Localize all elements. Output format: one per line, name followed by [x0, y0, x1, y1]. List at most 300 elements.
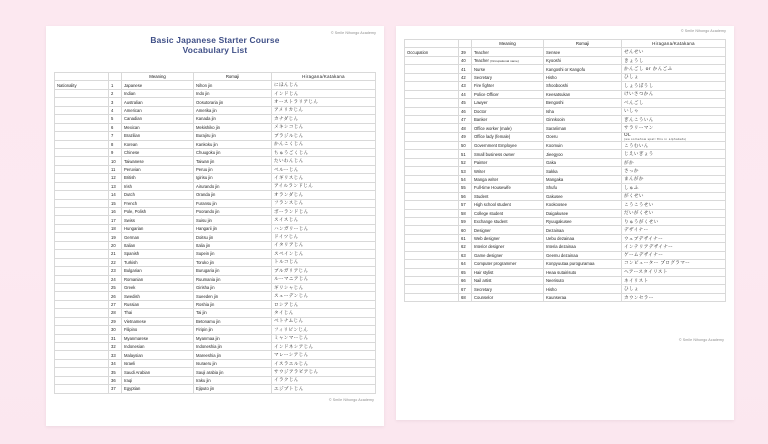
table-header-row: [405, 40, 726, 48]
kana-cell: こうむいん: [622, 142, 726, 150]
romaji-cell: Indo jin: [194, 89, 272, 97]
row-number: 39: [459, 48, 472, 56]
category-cell-empty: [55, 250, 109, 258]
table-row: [405, 107, 726, 115]
meaning-cell: Irish: [122, 182, 194, 190]
category-cell-empty: [55, 309, 109, 317]
romaji-cell: Kankoku jin: [194, 140, 272, 148]
table-row: [405, 192, 726, 200]
meaning-cell: College student: [472, 209, 544, 217]
table-row: [55, 326, 376, 334]
romaji-cell: Konpyuutaa puroguramaa: [544, 260, 622, 268]
romaji-cell: Poorando jin: [194, 208, 272, 216]
kana-cell: ぎんこういん: [622, 115, 726, 123]
romaji-cell: Keesatsukan: [544, 90, 622, 98]
table-row: [405, 150, 726, 158]
meaning-cell: Counselor: [472, 293, 544, 301]
romaji-cell: Firipin jin: [194, 326, 272, 334]
romaji-cell: Bengoshi: [544, 99, 622, 107]
row-number: 51: [459, 150, 472, 158]
kana-cell: スェーデンじん: [272, 292, 376, 300]
row-number: 30: [109, 326, 122, 334]
kana-cell: マレーシアじん: [272, 351, 376, 359]
table-row: [55, 157, 376, 165]
romaji-cell: Shufu: [544, 184, 622, 192]
category-cell-empty: [405, 167, 459, 175]
row-number: 24: [109, 275, 122, 283]
table-row: [405, 260, 726, 268]
romaji-cell: Sarariiman: [544, 124, 622, 132]
row-number: 43: [459, 82, 472, 90]
meaning-cell: Game designer: [472, 251, 544, 259]
meaning-cell: Taiwanese: [122, 157, 194, 165]
kana-cell: まんがか: [622, 175, 726, 183]
romaji-cell: Ginnkooin: [544, 115, 622, 123]
meaning-cell: Canadian: [122, 115, 194, 123]
table-row: [55, 216, 376, 224]
row-number: 57: [459, 201, 472, 209]
table-row: [55, 267, 376, 275]
table-row: [405, 234, 726, 242]
table-header-right: [405, 40, 726, 48]
kana-cell: ハンガリーじん: [272, 224, 376, 232]
kana-cell: インドじん: [272, 89, 376, 97]
row-number: 35: [109, 368, 122, 376]
table-row: [55, 351, 376, 359]
category-cell-empty: [405, 201, 459, 209]
meaning-cell: Office lady (female): [472, 132, 544, 141]
kana-cell: ちゅうごくじん: [272, 148, 376, 156]
table-row: [405, 285, 726, 293]
romaji-cell: Shoobooshi: [544, 82, 622, 90]
table-row: [55, 385, 376, 393]
row-number: 15: [109, 199, 122, 207]
table-row: [55, 115, 376, 123]
table-row: [405, 201, 726, 209]
meaning-cell: Small business owner: [472, 150, 544, 158]
category-cell-empty: [55, 132, 109, 140]
nationality-table-wrapper: [54, 72, 376, 394]
romaji-cell: Kookoosee: [544, 201, 622, 209]
row-number: 36: [109, 376, 122, 384]
row-number: 25: [109, 283, 122, 291]
meaning-cell: Banker: [472, 115, 544, 123]
col-header-romaji: Romaji: [544, 40, 622, 48]
kana-cell: にほんじん: [272, 81, 376, 89]
romaji-cell: Girisha jin: [194, 283, 272, 291]
category-cell-empty: [55, 208, 109, 216]
category-cell-empty: [55, 283, 109, 291]
kana-note: (we somehow spell this in alphabets): [624, 136, 687, 141]
category-cell-empty: [405, 184, 459, 192]
table-row: [405, 277, 726, 285]
meaning-cell: Police Officer: [472, 90, 544, 98]
meaning-cell: American: [122, 106, 194, 114]
romaji-cell: Italia jin: [194, 241, 272, 249]
category-cell-empty: [55, 115, 109, 123]
category-cell-empty: [405, 226, 459, 234]
meaning-cell: Bulgarian: [122, 267, 194, 275]
category-cell-empty: [55, 317, 109, 325]
table-row: [55, 165, 376, 173]
col-header-number: [459, 40, 472, 48]
category-cell-empty: [55, 165, 109, 173]
category-cell-empty: [405, 73, 459, 81]
romaji-cell: Toruko jin: [194, 258, 272, 266]
category-cell-empty: [55, 191, 109, 199]
kana-cell: ルーマニアじん: [272, 275, 376, 283]
meaning-cell: Vietnamese: [122, 317, 194, 325]
category-cell-empty: [55, 376, 109, 384]
row-number: 37: [109, 385, 122, 393]
table-row: [55, 174, 376, 182]
kana-cell: いしゃ: [622, 107, 726, 115]
kana-cell: サラリーマン: [622, 124, 726, 132]
kana-cell: ミャンマーじん: [272, 334, 376, 342]
row-number: 20: [109, 241, 122, 249]
kana-cell: OL (we somehow spell this in alphabets): [622, 132, 726, 141]
kana-cell: トルコじん: [272, 258, 376, 266]
col-header-kana: Hiragana/Katakana: [622, 40, 726, 48]
romaji-cell: Jieegyoo: [544, 150, 622, 158]
meaning-cell: Nail artist: [472, 277, 544, 285]
romaji-cell: Nihon jin: [194, 81, 272, 89]
romaji-cell: Kyooshi: [544, 56, 622, 64]
kana-cell: フィリピンじん: [272, 326, 376, 334]
vocabulary-sheet-right: [396, 26, 734, 420]
kana-cell: きょうし: [622, 56, 726, 64]
nationality-table: [54, 72, 376, 394]
meaning-cell: Interior designer: [472, 243, 544, 251]
meaning-note: (Occupational name): [490, 59, 519, 64]
row-number: 11: [109, 165, 122, 173]
category-cell-empty: [405, 158, 459, 166]
table-row: [405, 293, 726, 301]
meaning-cell: Nurse: [472, 65, 544, 73]
category-cell-empty: [55, 368, 109, 376]
romaji-cell: Suisu jin: [194, 216, 272, 224]
table-row: [405, 158, 726, 166]
category-cell-empty: [55, 267, 109, 275]
category-cell-empty: [405, 243, 459, 251]
col-header-meaning: Meaning: [472, 40, 544, 48]
romaji-cell: Hisho: [544, 285, 622, 293]
row-number: 12: [109, 174, 122, 182]
meaning-cell: Korean: [122, 140, 194, 148]
row-number: 61: [459, 234, 472, 242]
col-header-category: [405, 40, 459, 48]
romaji-cell: Gaka: [544, 158, 622, 166]
row-number: 10: [109, 157, 122, 165]
romaji-cell: Amerika jin: [194, 106, 272, 114]
kana-cell: サウジアラビアじん: [272, 368, 376, 376]
table-row: [55, 317, 376, 325]
category-cell-empty: [55, 385, 109, 393]
romaji-cell: Interia dezainaa: [544, 243, 622, 251]
romaji-cell: Dezainaa: [544, 226, 622, 234]
category-cell-empty: [55, 199, 109, 207]
category-cell-empty: [405, 277, 459, 285]
category-cell-empty: [55, 157, 109, 165]
row-number: 7: [109, 132, 122, 140]
category-cell-empty: [405, 175, 459, 183]
meaning-cell: Designer: [472, 226, 544, 234]
romaji-cell: Mekishiko jin: [194, 123, 272, 131]
category-cell-empty: [405, 115, 459, 123]
row-number: 44: [459, 90, 472, 98]
table-row: [405, 167, 726, 175]
meaning-cell: Spanish: [122, 250, 194, 258]
category-cell-empty: [55, 300, 109, 308]
copyright-notice-left-bottom: © Smile Nihongo Academy: [328, 398, 374, 402]
table-row: [55, 148, 376, 156]
category-cell-empty: [405, 150, 459, 158]
table-row: [405, 184, 726, 192]
romaji-cell: Isuraeru jin: [194, 359, 272, 367]
meaning-cell: High school student: [472, 201, 544, 209]
category-cell-empty: [55, 98, 109, 106]
row-number: 13: [109, 182, 122, 190]
meaning-cell: Australian: [122, 98, 194, 106]
meaning-cell: Dutch: [122, 191, 194, 199]
kana-cell: かんこくじん: [272, 140, 376, 148]
occupation-table-wrapper: [404, 39, 726, 302]
table-row: [55, 182, 376, 190]
meaning-cell: Mexican: [122, 123, 194, 131]
kana-cell: たいわんじん: [272, 157, 376, 165]
row-number: 33: [109, 351, 122, 359]
table-row: [405, 115, 726, 123]
table-row: [55, 368, 376, 376]
row-number: 46: [459, 107, 472, 115]
category-cell-empty: [55, 148, 109, 156]
romaji-cell: Ruumania jin: [194, 275, 272, 283]
meaning-cell: Romanian: [122, 275, 194, 283]
category-cell-empty: [55, 140, 109, 148]
table-row: [55, 343, 376, 351]
meaning-cell: Peruvian: [122, 165, 194, 173]
table-header-row: [55, 73, 376, 81]
romaji-cell: Iraku jin: [194, 376, 272, 384]
category-cell-empty: [55, 182, 109, 190]
kana-cell: カナダじん: [272, 115, 376, 123]
category-cell-empty: [405, 251, 459, 259]
category-cell-empty: [405, 82, 459, 90]
kana-cell: スイスじん: [272, 216, 376, 224]
romaji-cell: Myanmaa jin: [194, 334, 272, 342]
meaning-cell: Student: [472, 192, 544, 200]
category-cell-empty: [405, 192, 459, 200]
table-row: [55, 241, 376, 249]
kana-cell: イスラエルじん: [272, 359, 376, 367]
kana-cell: ネイリスト: [622, 277, 726, 285]
col-header-romaji: Romaji: [194, 73, 272, 81]
kana-cell: ポーランドじん: [272, 208, 376, 216]
row-number: 22: [109, 258, 122, 266]
kana-cell: けいさつかん: [622, 90, 726, 98]
table-row: [55, 224, 376, 232]
table-row: [55, 208, 376, 216]
meaning-cell: Full-time Housewife: [472, 184, 544, 192]
romaji-cell: Kangoshi or Kangofu: [544, 65, 622, 73]
table-row: [55, 123, 376, 131]
col-header-meaning: Meaning: [122, 73, 194, 81]
kana-cell: タイじん: [272, 309, 376, 317]
table-row: [405, 217, 726, 225]
col-header-number: [109, 73, 122, 81]
vocabulary-sheet-left: [46, 26, 384, 426]
table-row: [55, 309, 376, 317]
category-cell-empty: [55, 89, 109, 97]
kana-cell: ブラジルじん: [272, 132, 376, 140]
meaning-cell: Indian: [122, 89, 194, 97]
row-number: 59: [459, 217, 472, 225]
meaning-cell: German: [122, 233, 194, 241]
row-number: 56: [459, 192, 472, 200]
meaning-cell: Lawyer: [472, 99, 544, 107]
row-number: 26: [109, 292, 122, 300]
row-number: 29: [109, 317, 122, 325]
romaji-cell: Isha: [544, 107, 622, 115]
row-number: 18: [109, 224, 122, 232]
meaning-cell: Greek: [122, 283, 194, 291]
kana-cell: アイルランドじん: [272, 182, 376, 190]
page-title-line1: Basic Japanese Starter Course: [150, 35, 280, 45]
row-number: 17: [109, 216, 122, 224]
romaji-cell: Taiwan jin: [194, 157, 272, 165]
romaji-cell: Kaunseraa: [544, 293, 622, 301]
row-number: 40: [459, 56, 472, 64]
meaning-cell: Thai: [122, 309, 194, 317]
table-row: [405, 132, 726, 141]
nationality-table-body: [55, 81, 376, 393]
table-row: [405, 99, 726, 107]
row-number: 54: [459, 175, 472, 183]
row-number: 5: [109, 115, 122, 123]
meaning-cell: Malaysian: [122, 351, 194, 359]
meaning-cell: Turkish: [122, 258, 194, 266]
category-cell-empty: [55, 233, 109, 241]
kana-cell: ドイツじん: [272, 233, 376, 241]
table-row: [405, 90, 726, 98]
category-cell-empty: [55, 334, 109, 342]
row-number: 55: [459, 184, 472, 192]
romaji-cell: Ooeru: [544, 132, 622, 141]
category-cell-empty: [405, 209, 459, 217]
category-cell-empty: [55, 216, 109, 224]
kana-cell: しょうぼうし: [622, 82, 726, 90]
romaji-cell: Tai jin: [194, 309, 272, 317]
romaji-cell: Daigakusee: [544, 209, 622, 217]
category-cell-empty: [405, 217, 459, 225]
category-cell-empty: [405, 285, 459, 293]
kana-cell: デザイナー: [622, 226, 726, 234]
romaji-cell: Ryuugakusee: [544, 217, 622, 225]
row-number: 27: [109, 300, 122, 308]
row-number: 52: [459, 158, 472, 166]
kana-cell: インテリアデザイナー: [622, 243, 726, 251]
row-number: 32: [109, 343, 122, 351]
kana-cell: ブルガリアじん: [272, 267, 376, 275]
category-cell-empty: [405, 260, 459, 268]
row-number: 41: [459, 65, 472, 73]
romaji-cell: Uebu dezainaa: [544, 234, 622, 242]
table-row: [405, 243, 726, 251]
meaning-cell: Teacher: [472, 48, 544, 56]
meaning-cell: Iraqi: [122, 376, 194, 384]
table-row: [55, 258, 376, 266]
romaji-cell: Furansu jin: [194, 199, 272, 207]
kana-cell: ひしょ: [622, 285, 726, 293]
kana-cell: だいがくせい: [622, 209, 726, 217]
row-number: 8: [109, 140, 122, 148]
occupation-table-body: [405, 48, 726, 302]
romaji-cell: Roshia jin: [194, 300, 272, 308]
category-cell-empty: [55, 343, 109, 351]
meaning-cell: Writer: [472, 167, 544, 175]
row-number: 31: [109, 334, 122, 342]
row-number: 3: [109, 98, 122, 106]
table-row: [405, 268, 726, 276]
table-row: [405, 142, 726, 150]
row-number: 50: [459, 142, 472, 150]
meaning-cell: Japanese: [122, 81, 194, 89]
meaning-cell: Myanmarese: [122, 334, 194, 342]
row-number: 48: [459, 124, 472, 132]
meaning-cell: Chinese: [122, 148, 194, 156]
kana-cell: エジプトじん: [272, 385, 376, 393]
romaji-cell: Mangaka: [544, 175, 622, 183]
category-cell-empty: [405, 56, 459, 64]
row-number: 63: [459, 251, 472, 259]
romaji-cell: Betonamu jin: [194, 317, 272, 325]
kana-cell: ウェブデザイナー: [622, 234, 726, 242]
category-cell-empty: [55, 351, 109, 359]
meaning-cell: British: [122, 174, 194, 182]
row-number: 34: [109, 359, 122, 367]
row-number: 23: [109, 267, 122, 275]
category-cell-empty: [55, 106, 109, 114]
copyright-notice-right-top: © Smile Nihongo Academy: [680, 29, 726, 33]
category-cell-empty: [55, 292, 109, 300]
meaning-cell: Italian: [122, 241, 194, 249]
romaji-cell: Doitsu jin: [194, 233, 272, 241]
table-row: [405, 226, 726, 234]
romaji-cell: Neerisuto: [544, 277, 622, 285]
table-row: [55, 334, 376, 342]
category-cell-empty: [405, 124, 459, 132]
category-cell-empty: [405, 99, 459, 107]
romaji-cell: Sueeden jin: [194, 292, 272, 300]
meaning-cell: Doctor: [472, 107, 544, 115]
table-row: [405, 48, 726, 56]
romaji-cell: Hisho: [544, 73, 622, 81]
kana-cell: こうこうせい: [622, 201, 726, 209]
category-cell-empty: [55, 123, 109, 131]
row-number: 62: [459, 243, 472, 251]
copyright-notice-right-bottom: © Smile Nihongo Academy: [678, 338, 724, 342]
meaning-cell: Brazilian: [122, 132, 194, 140]
table-row: [405, 175, 726, 183]
kana-cell: ベトナムじん: [272, 317, 376, 325]
category-cell-empty: [55, 258, 109, 266]
col-header-category: [55, 73, 109, 81]
category-cell-empty: [55, 224, 109, 232]
romaji-cell: Supein jin: [194, 250, 272, 258]
table-row: [55, 233, 376, 241]
copyright-notice-left-top: © Smile Nihongo Academy: [330, 31, 376, 35]
kana-cell: アメリカじん: [272, 106, 376, 114]
